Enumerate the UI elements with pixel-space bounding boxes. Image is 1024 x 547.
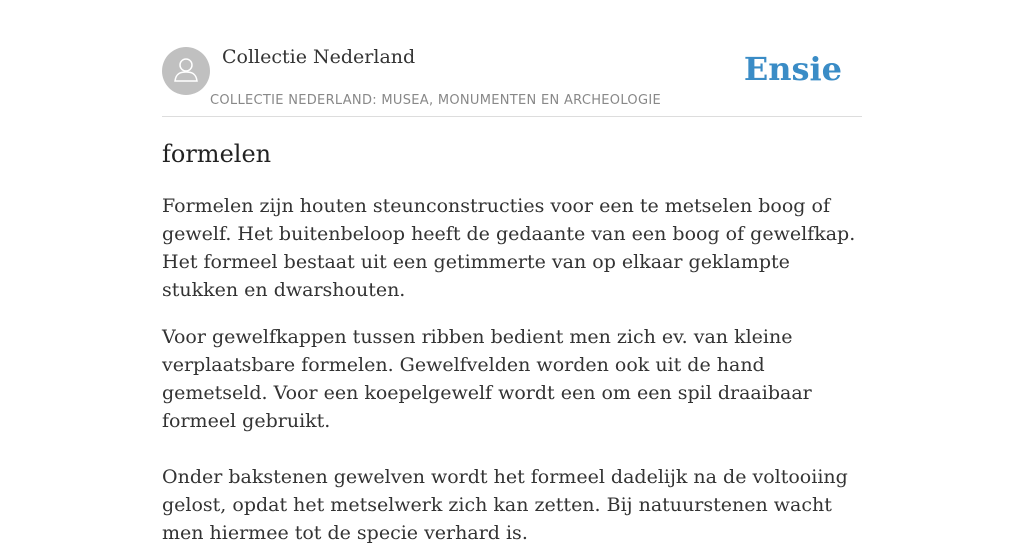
paragraph: Onder bakstenen gewelven wordt het formeel dadelijk na de voltooiing gelost, opdat het metselwerk zich kan zetten. Bij natuurstenen wacht men hiermee tot de specie verhard is.: [162, 466, 848, 544]
entry-body: [162, 192, 862, 547]
author-name[interactable]: Collectie Nederland: [222, 46, 416, 68]
user-icon: [171, 54, 201, 89]
brand-logo[interactable]: Ensie: [743, 50, 842, 88]
paragraph: Voor gewelfkappen tussen ribben bedient men zich ev. van kleine verplaatsbare formelen. Gewelfvelden worden ook uit de hand gemetseld. Voor een koepelgewelf wordt een om een spil draaibaar formeel gebruikt.: [162, 326, 812, 432]
entry-header: [162, 0, 862, 117]
entry-title: formelen: [162, 140, 272, 168]
avatar[interactable]: [162, 47, 210, 95]
source-label[interactable]: COLLECTIE NEDERLAND: MUSEA, MONUMENTEN EN ARCHEOLOGIE: [210, 93, 661, 108]
paragraph: Formelen zijn houten steunconstructies voor een te metselen boog of gewelf. Het buitenbeloop heeft de gedaante van een boog of gewelfkap. Het formeel bestaat uit een getimmerte van op elkaar geklampte stukken en dwarshouten.: [162, 195, 856, 301]
entry-card: [162, 0, 862, 544]
